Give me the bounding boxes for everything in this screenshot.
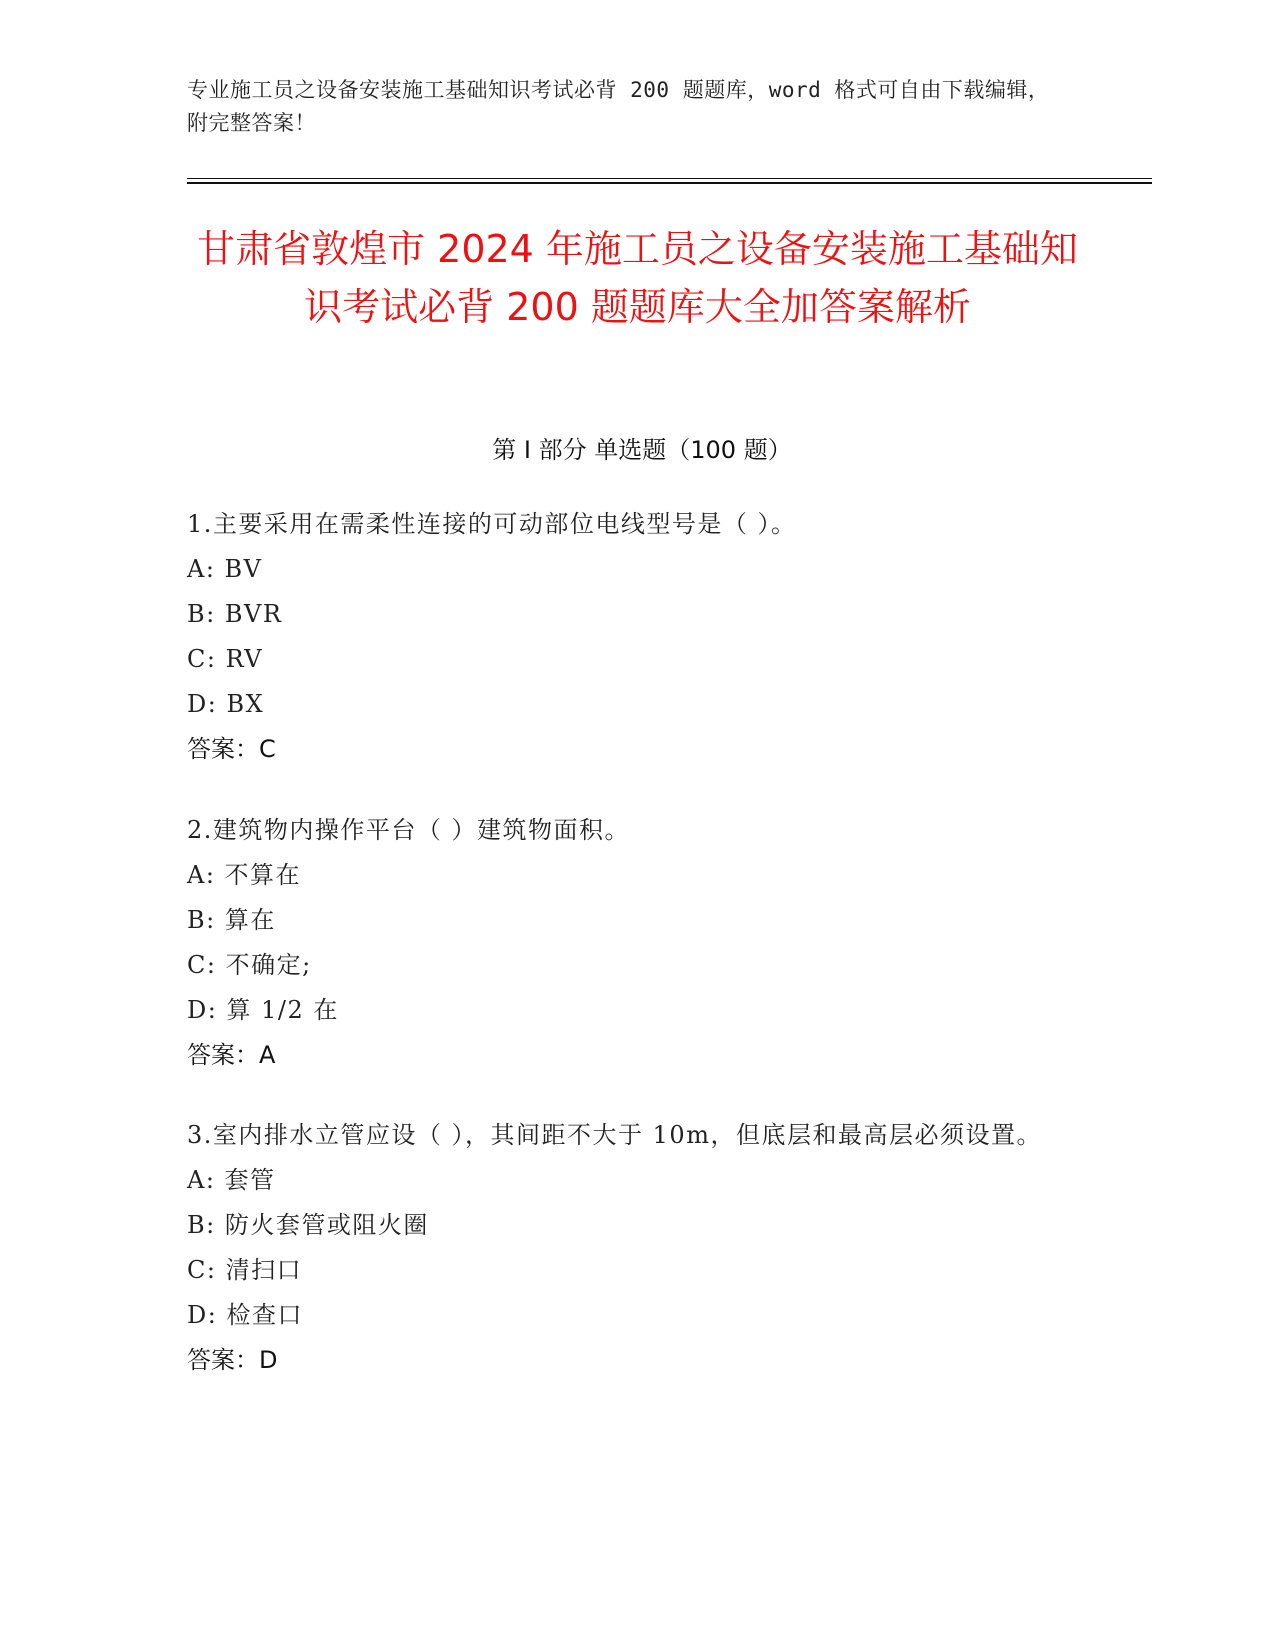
- option-a: A: BV: [187, 555, 263, 583]
- option-a: A: 套管: [187, 1166, 276, 1194]
- document-title: 甘肃省敦煌市 2024 年施工员之设备安装施工基础知识考试必背 200 题题库大全加答案解析: [197, 227, 1078, 329]
- question-stem: 1.主要采用在需柔性连接的可动部位电线型号是（ ）。: [187, 510, 797, 538]
- question-2: [187, 808, 1077, 1078]
- option-c: C: 清扫口: [187, 1256, 303, 1284]
- option-c: C: RV: [187, 645, 264, 673]
- answer: 答案：C: [187, 735, 276, 763]
- option-b: B: 防火套管或阻火圈: [187, 1211, 429, 1239]
- answer: 答案：D: [187, 1346, 278, 1374]
- header-divider-thin: [187, 178, 1152, 179]
- answer: 答案：A: [187, 1041, 276, 1069]
- option-d: D: 算 1/2 在: [187, 996, 339, 1024]
- option-b: B: BVR: [187, 600, 283, 628]
- option-d: D: 检查口: [187, 1301, 303, 1329]
- question-stem: 3.室内排水立管应设（ ），其间距不大于 10m，但底层和最高层必须设置。: [187, 1121, 1042, 1149]
- option-c: C: 不确定;: [187, 951, 312, 979]
- question-3: [187, 1113, 1077, 1383]
- header-divider-thick: [187, 182, 1152, 184]
- option-d: D: BX: [187, 690, 265, 718]
- option-b: B: 算在: [187, 906, 276, 934]
- question-stem: 2.建筑物内操作平台（ ）建筑物面积。: [187, 816, 631, 844]
- section-heading: 第 I 部分 单选题（100 题）: [492, 436, 792, 464]
- question-1: [187, 502, 1077, 772]
- option-a: A: 不算在: [187, 861, 302, 889]
- header-note: 专业施工员之设备安装施工基础知识考试必背 200 题题库，word 格式可自由下载编辑，附完整答案！: [187, 78, 1050, 135]
